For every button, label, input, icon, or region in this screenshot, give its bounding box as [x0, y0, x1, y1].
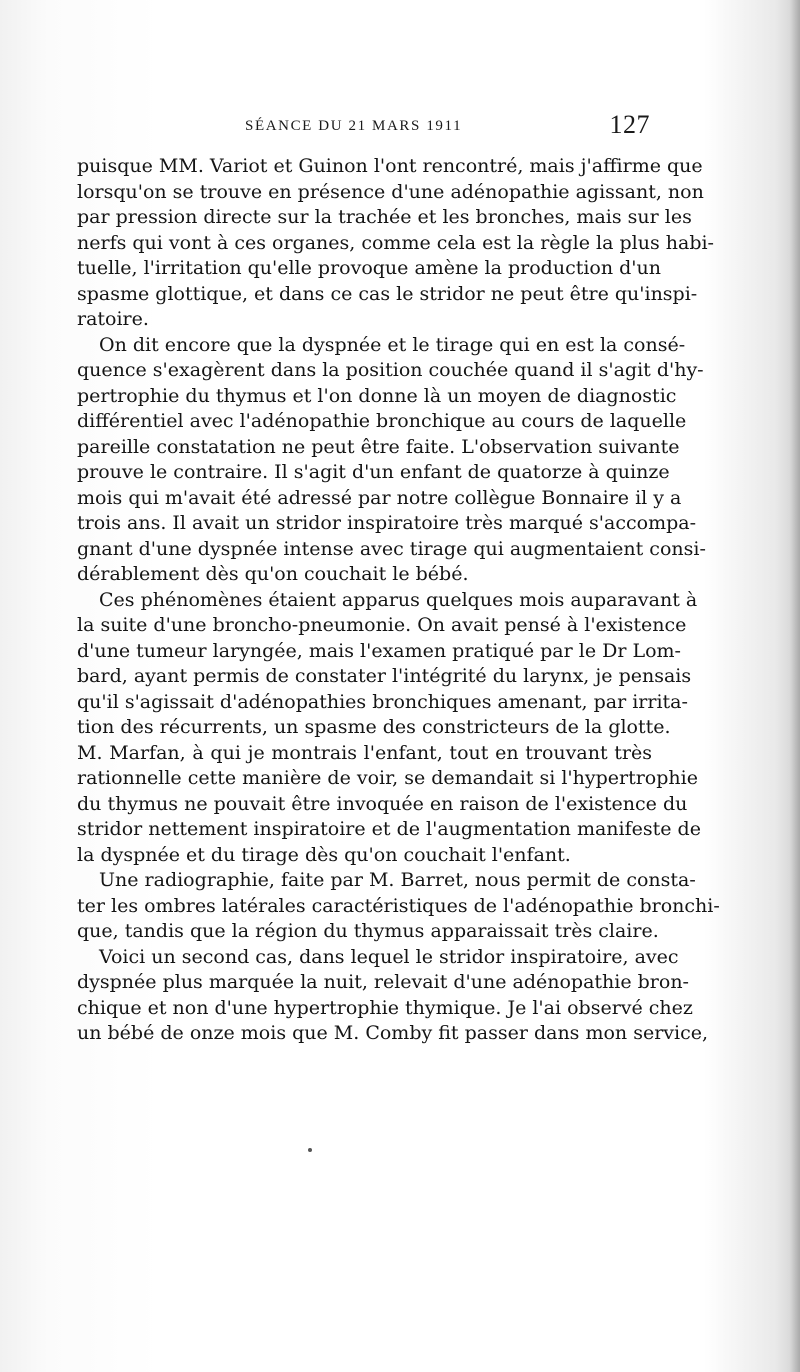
text-line: puisque MM. Variot et Guinon l'ont rencontré, mais j'affirme que — [77, 155, 703, 177]
print-speck — [308, 1148, 312, 1152]
text-line: rationnelle cette manière de voir, se demandait si l'hypertrophie — [77, 767, 698, 789]
running-head: SÉANCE DU 21 MARS 1911 — [245, 118, 463, 134]
text-line: ter les ombres latérales caractéristiques de l'adénopathie bronchi- — [77, 894, 720, 917]
text-line: nerfs qui vont à ces organes, comme cela est la règle la plus habi- — [77, 231, 714, 254]
text-line: M. Marfan, à qui je montrais l'enfant, tout en trouvant très — [77, 741, 652, 764]
text-line: du thymus ne pouvait être invoquée en raison de l'existence du — [77, 792, 688, 815]
text-line: par pression directe sur la trachée et les bronches, mais sur les — [77, 206, 692, 228]
text-line: d'une tumeur laryngée, mais l'examen pratiqué par le Dr Lom- — [77, 639, 681, 662]
paragraph — [77, 588, 701, 869]
text-line: un bébé de onze mois que M. Comby fit passer dans mon service, — [77, 1022, 709, 1044]
text-line: qu'il s'agissait d'adénopathies bronchiques amenant, par irrita- — [77, 690, 688, 713]
text-line: la dyspnée et du tirage dès qu'on couchait l'enfant. — [77, 843, 571, 866]
text-line: trois ans. Il avait un stridor inspiratoire très marqué s'accompa- — [77, 512, 697, 534]
text-line: différentiel avec l'adénopathie bronchique au cours de laquelle — [77, 410, 687, 432]
paragraph — [77, 333, 706, 588]
text-line: que, tandis que la région du thymus apparaissait très claire. — [77, 920, 659, 942]
text-line: stridor nettement inspiratoire et de l'augmentation manifeste de — [77, 818, 701, 840]
page-number: 127 — [609, 110, 650, 139]
paragraph — [77, 868, 720, 945]
paragraph — [77, 945, 709, 1047]
text-line: mois qui m'avait été adressé par notre collègue Bonnaire il y a — [77, 486, 682, 509]
text-line: pareille constatation ne peut être faite. L'observation suivante — [77, 435, 680, 458]
text-line: gnant d'une dyspnée intense avec tirage qui augmentaient consi- — [77, 537, 706, 560]
text-line: Voici un second cas, dans lequel le stridor inspiratoire, avec — [99, 945, 679, 968]
text-line: chique et non d'une hypertrophie thymique. Je l'ai observé chez — [77, 996, 693, 1019]
text-line: dérablement dès qu'on couchait le bébé. — [77, 563, 469, 585]
body-text — [77, 154, 720, 1047]
paragraph — [77, 154, 714, 333]
text-line: quence s'exagèrent dans la position couchée quand il s'agit d'hy- — [77, 359, 704, 381]
text-line: pertrophie du thymus et l'on donne là un moyen de diagnostic — [77, 384, 677, 407]
text-line: prouve le contraire. Il s'agit d'un enfant de quatorze à quinze — [77, 461, 670, 483]
page-binding-edge — [790, 0, 800, 1372]
text-line: spasme glottique, et dans ce cas le stridor ne peut être qu'inspi- — [77, 282, 698, 305]
text-line: tion des récurrents, un spasme des constricteurs de la glotte. — [77, 716, 671, 738]
text-line: lorsqu'on se trouve en présence d'une adénopathie agissant, non — [77, 180, 704, 203]
text-line: bard, ayant permis de constater l'intégrité du larynx, je pensais — [77, 665, 692, 687]
text-line: Une radiographie, faite par M. Barret, nous permit de consta- — [99, 869, 696, 891]
text-line: On dit encore que la dyspnée et le tirage qui en est la consé- — [99, 333, 686, 356]
text-line: dyspnée plus marquée la nuit, relevait d'une adénopathie bron- — [77, 971, 689, 993]
page-header — [245, 110, 650, 146]
text-line: ratoire. — [77, 308, 149, 330]
text-line: Ces phénomènes étaient apparus quelques mois auparavant à — [99, 588, 698, 611]
text-line: la suite d'une broncho-pneumonie. On avait pensé à l'existence — [77, 614, 687, 636]
text-line: tuelle, l'irritation qu'elle provoque amène la production d'un — [77, 257, 662, 279]
